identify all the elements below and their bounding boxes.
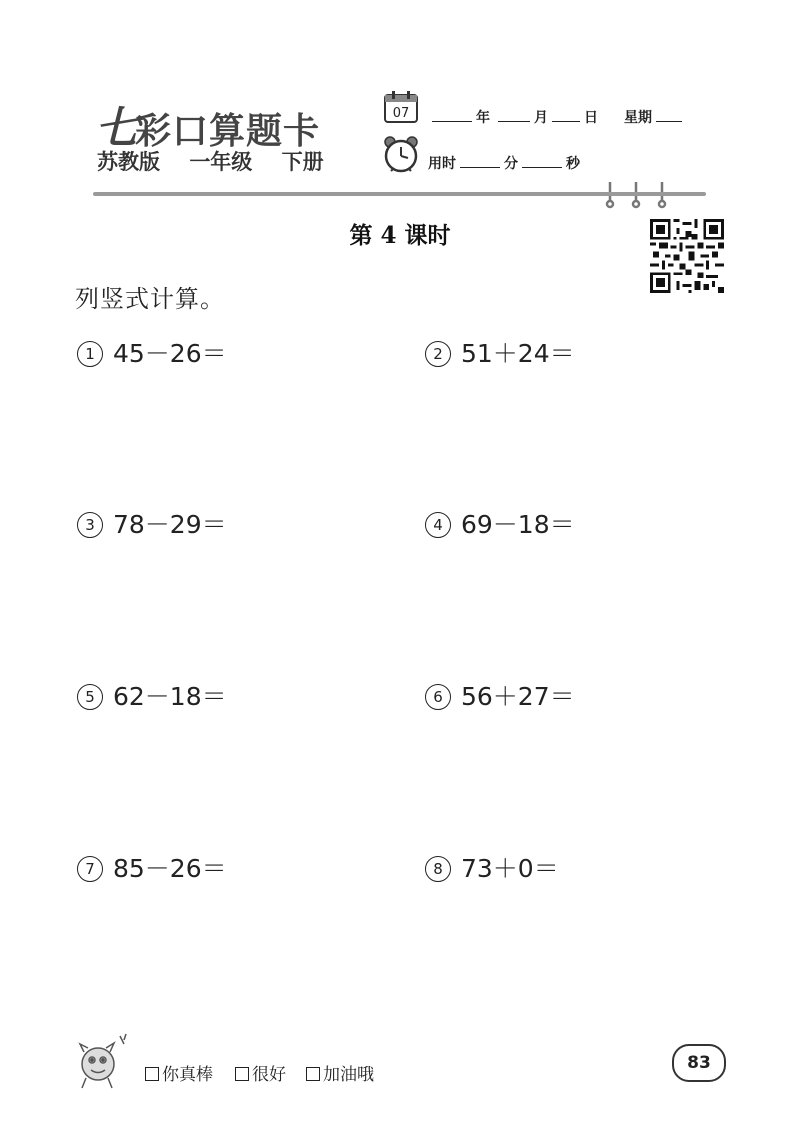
- problem-number: 3: [77, 512, 103, 538]
- problem-expression: 62－18＝: [113, 682, 227, 711]
- brand-rest: 彩口算题卡: [135, 110, 321, 152]
- problem-6: [425, 677, 575, 713]
- year-label: 年: [476, 110, 490, 126]
- problem-7: [77, 849, 227, 885]
- page-number: 83: [672, 1044, 726, 1082]
- month-blank[interactable]: [498, 109, 530, 122]
- time-used-line: [428, 153, 580, 173]
- checkbox-good[interactable]: [235, 1067, 249, 1081]
- problem-expression: 69－18＝: [461, 510, 575, 539]
- problem-number: 4: [425, 512, 451, 538]
- minutes-blank[interactable]: [460, 155, 500, 168]
- problem-8: [425, 849, 559, 885]
- year-blank[interactable]: [432, 109, 472, 122]
- rating-good[interactable]: [235, 1060, 286, 1085]
- brand-first-char: 七: [95, 103, 135, 154]
- time-used-label: 用时: [428, 156, 456, 172]
- header-separator: [93, 192, 706, 196]
- problem-4: [425, 505, 575, 541]
- edition-publisher: 苏教版: [97, 150, 160, 174]
- day-label: 日: [584, 110, 598, 126]
- problem-expression: 85－26＝: [113, 854, 227, 883]
- weekday-label: 星期: [624, 110, 652, 126]
- problem-5: [77, 677, 227, 713]
- problem-1: [77, 334, 227, 370]
- rating-keep-going[interactable]: [306, 1060, 374, 1085]
- edition-volume: 下册: [281, 150, 324, 174]
- problem-expression: 51＋24＝: [461, 339, 575, 368]
- checkbox-keep-going[interactable]: [306, 1067, 320, 1081]
- rating-excellent[interactable]: [145, 1060, 213, 1085]
- qr-code-icon[interactable]: [650, 218, 724, 294]
- rating-keep-going-label: 加油哦: [323, 1065, 374, 1085]
- date-line: [428, 107, 686, 127]
- calendar-month: 07: [392, 106, 410, 121]
- minutes-label: 分: [504, 156, 518, 172]
- problem-expression: 73＋0＝: [461, 854, 559, 883]
- rating-good-label: 很好: [252, 1065, 286, 1085]
- alarm-clock-icon: [381, 134, 421, 174]
- problem-number: 1: [77, 341, 103, 367]
- calendar-icon: [383, 90, 419, 124]
- problem-number: 5: [77, 684, 103, 710]
- problem-number: 8: [425, 856, 451, 882]
- lesson-title: 第 4 课时: [349, 222, 451, 249]
- month-label: 月: [534, 110, 548, 126]
- problem-number: 7: [77, 856, 103, 882]
- instruction-text: 列竖式计算。: [75, 285, 225, 313]
- problem-expression: 56＋27＝: [461, 682, 575, 711]
- problem-2: [425, 334, 575, 370]
- edition-line: [97, 146, 346, 176]
- problem-expression: 45－26＝: [113, 339, 227, 368]
- problem-number: 6: [425, 684, 451, 710]
- rating-excellent-label: 你真棒: [162, 1065, 213, 1085]
- seconds-label: 秒: [566, 156, 580, 172]
- day-blank[interactable]: [552, 109, 580, 122]
- problem-number: 2: [425, 341, 451, 367]
- weekday-blank[interactable]: [656, 109, 682, 122]
- seconds-blank[interactable]: [522, 155, 562, 168]
- mascot-icon: [70, 1030, 134, 1094]
- problem-expression: 78－29＝: [113, 510, 227, 539]
- problem-3: [77, 505, 227, 541]
- checkbox-excellent[interactable]: [145, 1067, 159, 1081]
- edition-grade: 一年级: [189, 150, 253, 174]
